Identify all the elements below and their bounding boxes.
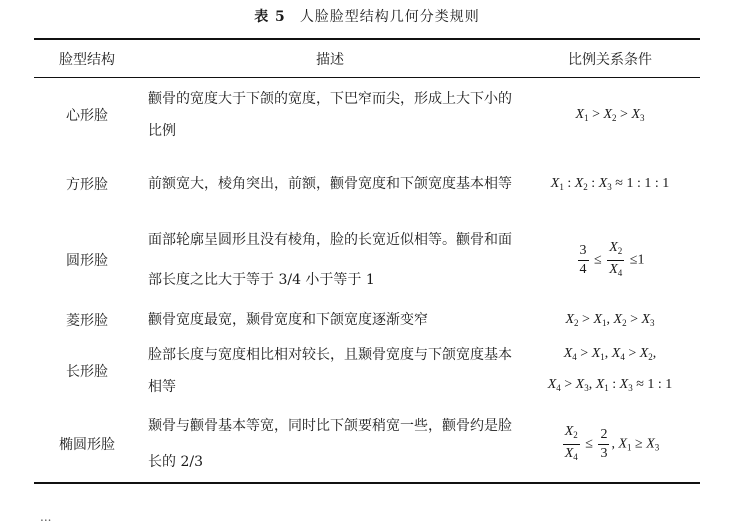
row-description: 前额宽大，棱角突出，前额，颧骨宽度和下颌宽度基本相等 [148,176,512,192]
fraction-three-quarters: $\frac{3}{4}$ [579,242,587,277]
table-row [34,406,700,483]
fraction-x2-x4: $\frac{X_2}{X_4}$ [564,423,578,462]
header-description: 描述 [140,39,520,78]
row-description: 颧骨的宽度大于下颌的宽度，下巴窄而尖，形成上大下小的比例 [148,91,512,139]
row-description: 颞骨与颧骨基本等宽，同时比下颌要稍宽一些，颧骨约是脸长的 2/3 [148,418,512,470]
table-row [34,304,700,336]
row-structure: 长形脸 [66,364,108,380]
row-structure: 椭圆形脸 [59,437,115,453]
table-row [34,216,700,304]
header-row [34,39,700,78]
table-row [34,336,700,406]
face-shape-table [34,38,700,484]
condition-oval: $\frac{X_2}{X_4}$ ≤ $\frac{2}{3}$ , $X_1 \ge X_3$ [520,406,700,483]
condition-heart: $X_1 > X_2 > X_3$ [575,107,645,123]
row-structure: 菱形脸 [66,313,108,329]
header-structure: 脸型结构 [34,39,140,78]
row-structure: 心形脸 [66,108,108,124]
condition-square: $X_1$ : $X_2$ : $X_3 \approx 1$ : 1 : 1 [550,176,670,192]
fraction-two-thirds: $\frac{2}{3}$ [600,426,608,461]
condition-long: $X_4 > X_1$, $X_4 > X_2$, $X_4 > X_3$, $X_1$ : $X_3 \approx 1$ : 1 [547,346,673,393]
table-row [34,152,700,216]
table-title: 人脸脸型结构几何分类规则 [299,9,480,25]
row-structure: 方形脸 [66,177,108,193]
row-description: 脸部长度与宽度相比相对较长，且颞骨宽度与下颌宽度基本相等 [148,347,512,395]
fraction-x2-x4: $\frac{X_2}{X_4}$ [609,239,623,278]
cropped-following-text: ... [40,510,52,524]
condition-round: $\frac{3}{4}$ ≤ $\frac{X_2}{X_4}$ ≤1 [520,216,700,304]
header-condition: 比例关系条件 [520,39,700,78]
row-description: 面部轮廓呈圆形且没有棱角，脸的长宽近似相等。颧骨和面部长度之比大于等于 3/4 小于等于 1 [148,232,512,288]
row-structure: 圆形脸 [66,253,108,269]
table-caption [0,6,734,26]
condition-diamond: $X_2 > X_1$, $X_2 > X_3$ [565,312,655,328]
row-description: 颧骨宽度最宽，颞骨宽度和下颌宽度逐渐变窄 [148,312,428,328]
table-number: 表 5 [254,9,286,25]
table-row [34,78,700,153]
